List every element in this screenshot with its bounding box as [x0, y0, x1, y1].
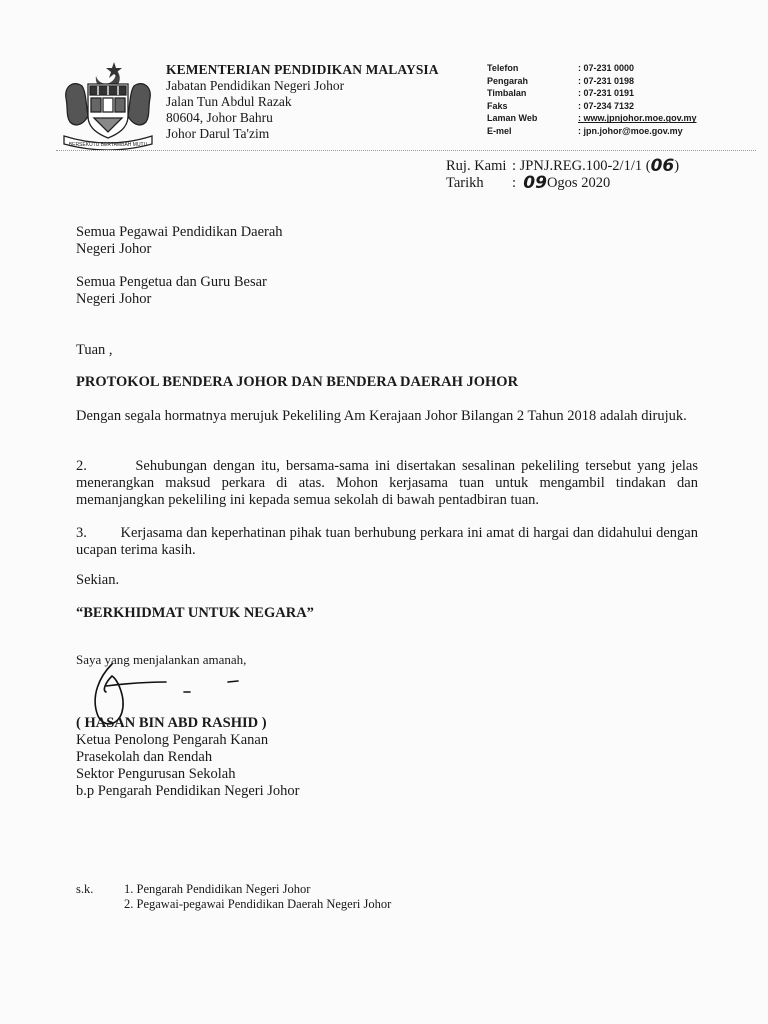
paragraph: 3. Kerjasama dan keperhatinan pihak tuan berhubung perkara ini amat di hargai dan didahului dengan ucapan terima kasih. — [76, 525, 698, 558]
date-handwritten: 09 — [523, 173, 547, 193]
signatory-title: Ketua Penolong Pengarah Kanan — [76, 732, 269, 748]
contact-value: : 07-231 0198 — [578, 75, 635, 86]
recipient-line: Negeri Johor — [76, 241, 152, 257]
ministry-name: KEMENTERIAN PENDIDIKAN MALAYSIA — [166, 62, 439, 77]
motto: “BERKHIDMAT UNTUK NEGARA” — [76, 605, 314, 621]
ruj-value: : JPNJ.REG.100-2/1/1 ( — [512, 158, 651, 174]
paragraph: 2. Sehubungan dengan itu, bersama-sama ini disertakan sesalinan pekeliling tersebut yang jelas menerangkan maksud perkara di atas. Mohon kerjasama tuan untuk mengambil tindakan dan memanjangkan pekeliling ini kepada semua sekolah di bawah pentadbiran tuan. — [76, 458, 698, 508]
ruj-handwritten: 06 — [650, 156, 675, 176]
contact-label: Laman Web — [487, 113, 538, 124]
contact-label: Pengarah — [487, 75, 529, 86]
contact-row — [487, 87, 697, 100]
ruj-label: Ruj. Kami — [446, 158, 507, 174]
signatory-title: Sektor Pengurusan Sekolah — [76, 766, 236, 782]
contact-block — [487, 62, 697, 138]
contact-label: Timbalan — [487, 88, 527, 99]
cc-block — [76, 882, 391, 912]
signatory-title: Prasekolah dan Rendah — [76, 749, 213, 765]
date-month-year: Ogos 2020 — [546, 175, 611, 191]
signatory-name: ( HASAN BIN ABD RASHID ) — [76, 715, 267, 731]
contact-label: Faks — [487, 100, 508, 111]
coat-of-arms-logo — [56, 58, 160, 150]
cc-item: 2. Pegawai-pegawai Pendidikan Daerah Negeri Johor — [124, 897, 392, 911]
recipient-line: Negeri Johor — [76, 291, 152, 307]
signatory-title: b.p Pengarah Pendidikan Negeri Johor — [76, 783, 300, 799]
contact-row — [487, 100, 697, 113]
contact-value: : 07-234 7132 — [578, 100, 635, 111]
sign-intro: Saya yang menjalankan amanah, — [76, 652, 247, 667]
address-line: Jabatan Pendidikan Negeri Johor — [166, 78, 345, 93]
contact-row — [487, 112, 697, 125]
contact-label: E-mel — [487, 125, 512, 136]
website-link[interactable]: : www.jpnjohor.moe.gov.my — [578, 113, 697, 124]
contact-row — [487, 75, 697, 88]
date-label: Tarikh — [446, 175, 484, 191]
recipient-line: Semua Pengetua dan Guru Besar — [76, 274, 267, 290]
salutation: Tuan , — [76, 342, 113, 358]
ruj-close: ) — [674, 158, 680, 174]
recipient-block — [76, 224, 283, 258]
email-link[interactable]: : jpn.johor@moe.gov.my — [578, 125, 683, 136]
subject-line: PROTOKOL BENDERA JOHOR DAN BENDERA DAERAH JOHOR — [76, 374, 519, 390]
contact-label: Telefon — [487, 63, 519, 73]
contact-value: : 07-231 0191 — [578, 88, 635, 99]
address-line: Johor Darul Ta'zim — [166, 126, 270, 141]
date-row — [446, 175, 679, 192]
date-colon: : — [512, 175, 517, 191]
reference-block — [446, 158, 679, 192]
closing: Sekian. — [76, 572, 120, 588]
contact-value: : 07-231 0000 — [578, 63, 635, 73]
recipient-block — [76, 274, 267, 308]
cc-item: 1. Pengarah Pendidikan Negeri Johor — [124, 882, 311, 896]
header-divider — [56, 150, 756, 151]
contact-row — [487, 62, 697, 75]
paragraph: Dengan segala hormatnya merujuk Pekeliling Am Kerajaan Johor Bilangan 2 Tahun 2018 adalah dirujuk. — [76, 408, 687, 424]
address-line: 80604, Johor Bahru — [166, 110, 273, 125]
crest-motto: BERSEKUTU BERTAMBAH MUTU — [68, 142, 148, 148]
letterhead-organization — [166, 62, 439, 142]
signatory-block — [76, 715, 300, 800]
cc-label: s.k. — [76, 882, 94, 896]
contact-row — [487, 125, 697, 138]
recipient-line: Semua Pegawai Pendidikan Daerah — [76, 224, 283, 240]
address-line: Jalan Tun Abdul Razak — [166, 94, 292, 109]
reference-row — [446, 158, 679, 175]
